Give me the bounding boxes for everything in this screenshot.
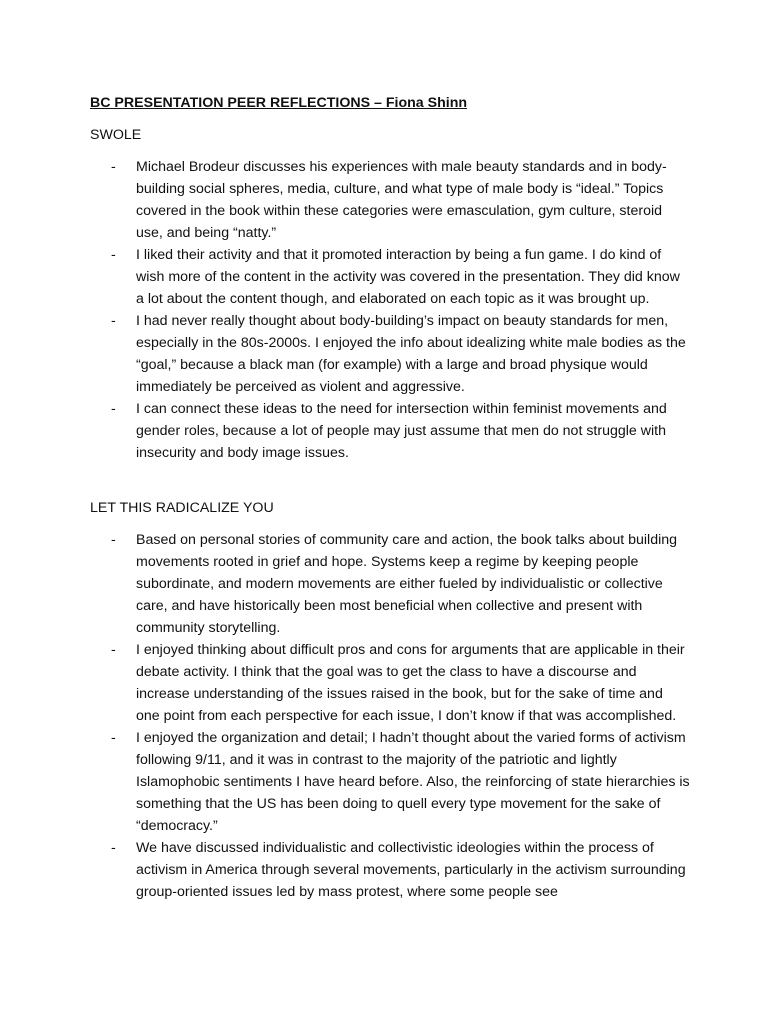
section-heading-let-this-radicalize-you: LET THIS RADICALIZE YOU (90, 500, 274, 516)
list-item (90, 727, 690, 837)
bullet-dash: - (111, 247, 116, 263)
bullet-dash: - (111, 532, 116, 548)
list-item-text: I liked their activity and that it promoted interaction by being a fun game. I do kind of wish more of the content in the activity was covered in the presentation. They did know a lot about the content though, and elaborated on each topic as it was brought up. (136, 247, 680, 307)
list-item-text: I had never really thought about body-building’s impact on beauty standards for men, especially in the 80s-2000s. I enjoyed the info about idealizing white male bodies as the “goal,” because a black man (for example) with a large and broad physique would immediately be perceived as violent and aggressive. (136, 313, 686, 395)
list-item (90, 310, 690, 398)
list-item-text: I enjoyed thinking about difficult pros and cons for arguments that are applicable in their debate activity. I think that the goal was to get the class to have a discourse and increase understanding of the issues raised in the book, but for the sake of time and one point from each perspective for each issue, I don’t know if that was accomplished. (136, 642, 685, 724)
list-item-text: I can connect these ideas to the need for intersection within feminist movements and gender roles, because a lot of people may just assume that men do not struggle with insecurity and body image issues. (136, 401, 667, 461)
list-item-text: I enjoyed the organization and detail; I hadn’t thought about the varied forms of activism following 9/11, and it was in contrast to the majority of the patriotic and lightly Islamophobic sentiments I have heard before. Also, the reinforcing of state hierarchies is something that the US has been doing to quell every type movement for the sake of “democracy.” (136, 730, 690, 834)
list-item (90, 244, 690, 310)
section-heading-swole: SWOLE (90, 127, 142, 143)
list-item (90, 639, 690, 727)
document-title: BC PRESENTATION PEER REFLECTIONS – Fiona Shinn (90, 95, 468, 111)
section-list-swole (90, 156, 690, 464)
list-item-text: We have discussed individualistic and collectivistic ideologies within the process of activism in America through several movements, particularly in the activism surrounding group-oriented issues led by mass protest, where some people see (136, 840, 686, 900)
list-item (90, 398, 690, 464)
list-item (90, 156, 690, 244)
bullet-dash: - (111, 642, 116, 658)
bullet-dash: - (111, 313, 116, 329)
bullet-dash: - (111, 159, 116, 175)
list-item (90, 837, 690, 903)
list-item (90, 529, 690, 639)
bullet-dash: - (111, 401, 116, 417)
bullet-dash: - (111, 840, 116, 856)
list-item-text: Based on personal stories of community care and action, the book talks about building movements rooted in grief and hope. Systems keep a regime by keeping people subordinate, and modern movements are either fueled by individualistic or collective care, and have historically been most beneficial when collective and present with community storytelling. (136, 532, 678, 636)
list-item-text: Michael Brodeur discusses his experiences with male beauty standards and in body-building social spheres, media, culture, and what type of male body is “ideal.” Topics covered in the book within these categories were emasculation, gym culture, steroid use, and being “natty.” (136, 159, 667, 241)
section-list-let-this-radicalize-you (90, 529, 690, 903)
bullet-dash: - (111, 730, 116, 746)
